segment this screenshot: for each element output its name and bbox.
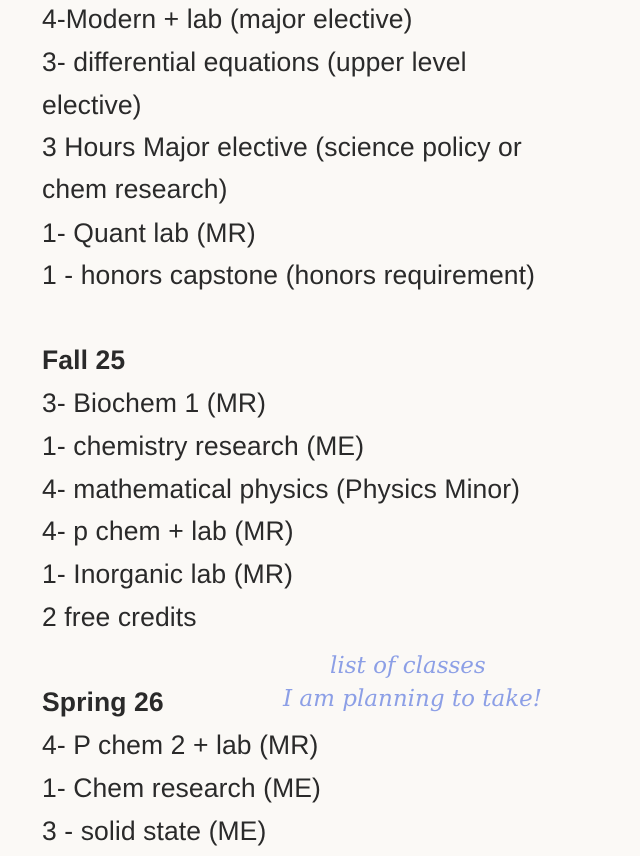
course-line: 1- Chem research (ME) — [42, 773, 321, 803]
semester-heading-fall-25: Fall 25 — [42, 345, 126, 375]
annotation-line-1: list of classes — [330, 653, 486, 679]
course-line: 4- mathematical physics (Physics Minor) — [42, 474, 521, 504]
course-line-wrap: elective) — [42, 90, 142, 120]
course-line: 4-Modern + lab (major elective) — [42, 4, 413, 34]
semester-heading-spring-26: Spring 26 — [42, 687, 164, 717]
course-line: 3- Biochem 1 (MR) — [42, 388, 267, 418]
course-line: 3 - solid state (ME) — [42, 816, 267, 846]
course-line: 2 free credits — [42, 602, 197, 632]
annotation-line-2: I am planning to take! — [283, 686, 542, 712]
course-line: 1- chemistry research (ME) — [42, 431, 365, 461]
course-line: 4- P chem 2 + lab (MR) — [42, 730, 319, 760]
course-line: 4- p chem + lab (MR) — [42, 516, 294, 546]
course-line: 1 - honors capstone (honors requirement) — [42, 260, 536, 290]
course-line: 3 Hours Major elective (science policy or — [42, 132, 522, 162]
course-line: 3- differential equations (upper level — [42, 47, 467, 77]
course-line: 1- Quant lab (MR) — [42, 218, 256, 248]
course-line-wrap: chem research) — [42, 174, 228, 204]
course-line: 1- Inorganic lab (MR) — [42, 559, 293, 589]
